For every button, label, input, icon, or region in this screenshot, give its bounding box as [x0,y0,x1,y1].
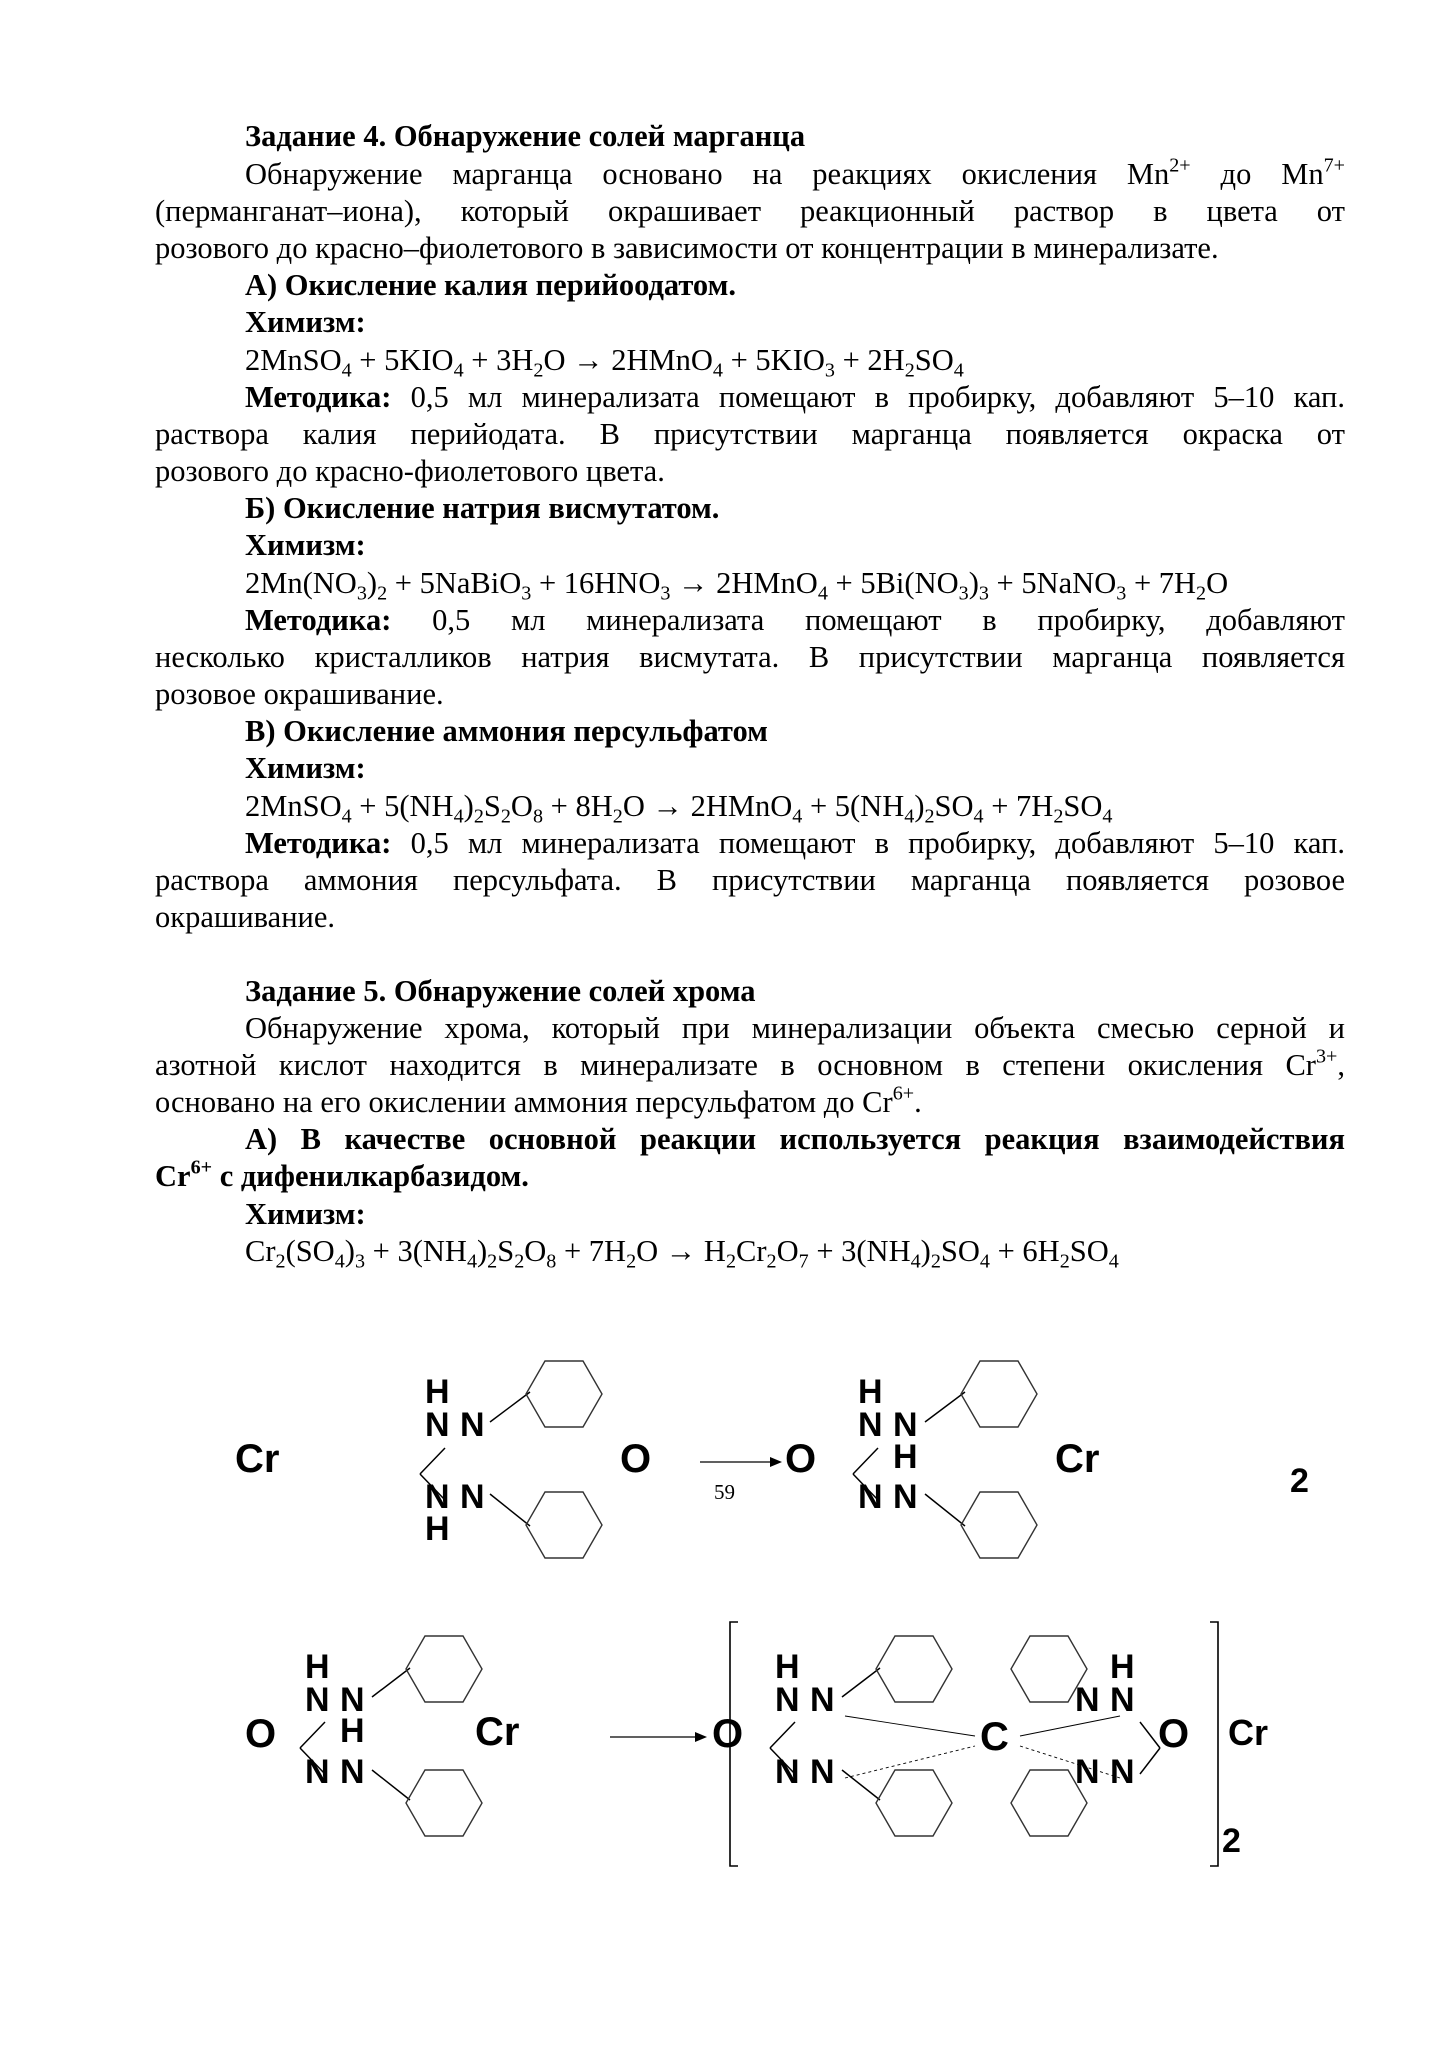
equation-subscript: 3 [521,582,532,605]
equation-subscript: 4 [453,805,464,828]
task5-a-heading-line-1: А) В качестве основной реакции используется реакция взаимодействия [245,1122,1345,1156]
phenyl-ring [961,1361,1037,1427]
equation-term: Cr [245,1234,276,1268]
equation-term: (SO [285,1234,335,1268]
equation-subscript: 4 [341,359,352,382]
scheme-reactant-label: Cr [235,1437,280,1481]
equation-subscript: 8 [546,1250,557,1273]
equation-term: + 5(NH [802,789,905,823]
phenyl-ring [406,1636,482,1702]
task4-c-method-line-3: окрашивание. [155,900,336,934]
equation-subscript: 2 [904,359,915,382]
scheme-product-label: Cr [1055,1437,1100,1481]
equation-term: + 5KIO [722,343,825,377]
svg-text:O: O [245,1712,277,1756]
equation-term: SO [940,1234,980,1268]
equation-term: ) [463,789,474,823]
equation-subscript: 4 [979,1250,990,1273]
scheme-row-1 [235,1361,1309,1558]
svg-text:H: H [425,1373,450,1411]
equation-subscript: 7 [798,1250,809,1273]
svg-text:N: N [775,1753,800,1791]
svg-text:H: H [893,1438,918,1476]
equation-subscript: 8 [532,805,544,828]
equation-subscript: 2 [930,1250,941,1273]
equation-subscript: 4 [341,805,352,828]
svg-text:N: N [460,1406,485,1444]
equation-term: + 5KIO [351,343,454,377]
task4-c-chem-label: Химизм: [245,751,366,785]
svg-text:N: N [1075,1681,1100,1719]
phenyl-ring [876,1770,952,1836]
equation-term: SO [914,343,954,377]
equation-term: SO [1069,1234,1109,1268]
scheme-row-2 [245,1622,1268,1866]
complex-coefficient: 2 [1222,1822,1241,1860]
equation-subscript: 2 [500,805,511,828]
equation-subscript: 2 [1053,805,1064,828]
diphenylcarbazide-structure [420,1361,602,1558]
svg-text:N: N [425,1406,450,1444]
svg-text:N: N [858,1406,883,1444]
phenyl-ring [406,1770,482,1836]
equation-term: + 5NaNO [988,566,1117,600]
equation-term: + 6H [989,1234,1060,1268]
svg-text:N: N [305,1681,330,1719]
svg-text:N: N [893,1478,918,1516]
svg-text:N: N [460,1478,485,1516]
equation-term: + 3(NH [808,1234,911,1268]
equation-term: + 3H [463,343,534,377]
svg-text:N: N [1110,1753,1135,1791]
task4-b-method-line-3: розовое окрашивание. [155,677,444,711]
equation-term: ) [920,1234,931,1268]
reaction-arrow-head [695,1732,707,1742]
svg-text:N: N [1075,1753,1100,1791]
scheme-reactant-label: Cr [475,1710,520,1754]
task4-b-method-line-2: несколько кристалликов натрия висмутата. В присутствии марганца появляется [155,640,1345,674]
equation-term: ) [914,789,925,823]
equation-subscript: 2 [766,1250,777,1273]
equation-subscript: 2 [725,1250,737,1273]
equation-term: + 5(NH [351,789,454,823]
svg-text:N: N [893,1406,918,1444]
equation-term: Cr [736,1234,767,1268]
svg-text:N: N [810,1753,835,1791]
task4-intro-line-1: Обнаружение марганца основано на реакциях окисления $Mn^{2+}$ до $Mn^{7+}$ [245,154,1345,191]
task4-b-heading: Б) Окисление натрия висмутатом. [245,491,720,525]
equation-subscript: 3 [660,582,671,605]
equation-term: O [1206,566,1229,600]
equation-subscript: 4 [712,359,723,382]
svg-text:N: N [775,1681,800,1719]
task5-a-heading-line-2: $Cr^{6+}$ с дифенилкарбазидом. [155,1156,529,1193]
equation-subscript: 3 [824,359,835,382]
task5-intro-line-1: Обнаружение хрома, который при минерализации объекта смесью серной и [245,1011,1345,1045]
diphenylcarbazone-structure [785,1361,1037,1558]
equation-term: S [497,1234,515,1268]
equation-term: O → 2HMnO [543,343,713,377]
svg-text:N: N [1110,1681,1135,1719]
equation-subscript: 2 [473,805,484,828]
svg-text:H: H [1110,1648,1135,1686]
task4-c-heading: В) Окисление аммония персульфатом [245,714,768,748]
equation-term: O [524,1234,547,1268]
task4-a-method-line-3: розового до красно-фиолетового цвета. [155,454,665,488]
svg-text:O: O [1158,1712,1190,1756]
svg-text:O: O [712,1712,744,1756]
equation-subscript: 4 [904,805,915,828]
task4-a-method-line-1: Методика: 0,5 мл минерализата помещают в пробирку, добавляют 5–10 кап. [245,380,1345,414]
equation-term: O → H [636,1234,726,1268]
diphenylcarbazone-structure [245,1636,482,1836]
task4-intro-line-3: розового до красно–фиолетового в зависимости от концентрации в минерализате. [155,231,1219,265]
task4-c-method-line-2: раствора аммония персульфата. В присутствии марганца появляется розовое [155,863,1345,897]
scheme-reactant-label: O [620,1437,652,1481]
equation-term: ) [477,1234,488,1268]
equation-term: SO [1063,789,1103,823]
equation-term: + 7H [1126,566,1197,600]
equation-subscript: 2 [275,1250,286,1273]
task4-a-heading: А) Окисление калия перийоодатом. [245,268,736,302]
equation-subscript: 2 [487,1250,498,1273]
equation-term: O [510,789,533,823]
svg-text:N: N [305,1753,330,1791]
phenyl-ring [876,1636,952,1702]
equation-term: SO [934,789,974,823]
equation-subscript: 2 [924,805,935,828]
equation-subscript: 2 [533,359,544,382]
equation-term: → 2HMnO [670,566,818,600]
svg-text:N: N [340,1753,365,1791]
equation-term: S [483,789,501,823]
svg-text:C: C [980,1715,1009,1759]
equation-subscript: 3 [978,582,989,605]
task5-title: Задание 5. Обнаружение солей хрома [245,974,756,1008]
equation-subscript: 2 [514,1250,525,1273]
scheme-product-label: 2 [1290,1462,1309,1500]
equation-subscript: 4 [1108,1250,1119,1273]
svg-text:H: H [340,1712,365,1750]
equation-subscript: 4 [1102,805,1113,828]
equation-term: + 5Bi(NO [827,566,959,600]
equation-subscript: 2 [612,805,623,828]
equation-subscript: 3 [1116,582,1127,605]
equation-subscript: 4 [910,1250,921,1273]
phenyl-ring [526,1361,602,1427]
task4-intro-line-2: (перманганат–иона), который окрашивает реакционный раствор в цвета от [155,194,1345,228]
task5-intro-line-3: основано на его окислении аммония персульфатом до $Cr^{6+}$. [155,1082,922,1119]
svg-text:H: H [305,1648,330,1686]
equation-subscript: 3 [354,1250,366,1273]
equation-term: 2MnSO [245,343,342,377]
equation-term: + 7H [556,1234,627,1268]
equation-subscript: 2 [377,582,388,605]
reaction-arrow-head [770,1457,782,1467]
equation-term: + 3(NH [365,1234,467,1268]
equation-term: ) [344,1234,355,1268]
equation-term: ) [968,566,979,600]
equation-subscript: 4 [953,359,964,382]
equation-term: + 2H [834,343,905,377]
svg-text:H: H [858,1373,883,1411]
equation-term: O [776,1234,799,1268]
equation-term: 2MnSO [245,789,342,823]
page-number: 59 [714,1480,735,1504]
task5-intro-line-2: азотной кислот находится в минерализате в основном в степени окисления $Cr^{3+}$, [155,1045,1345,1082]
equation-subscript: 4 [453,359,464,382]
equation-term: O → 2HMnO [622,789,793,823]
equation-term: ) [366,566,378,600]
chromium-complex [712,1622,1241,1866]
equation-subscript: 4 [466,1250,477,1273]
svg-text:N: N [810,1681,835,1719]
task4-a-method-line-2: раствора калия перийодата. В присутствии марганца появляется окраска от [155,417,1345,451]
equation-subscript: 2 [1196,582,1207,605]
equation-subscript: 2 [626,1250,637,1273]
equation-subscript: 4 [792,805,803,828]
task4-title: Задание 4. Обнаружение солей марганца [245,119,806,153]
scheme-product-label: Cr [1228,1712,1269,1753]
task4-c-method-line-1: Методика: 0,5 мл минерализата помещают в пробирку, добавляют 5–10 кап. [245,826,1345,860]
svg-text:O: O [785,1437,817,1481]
svg-text:H: H [775,1648,800,1686]
equation-term: + 5NaBiO [387,566,522,600]
equation-subscript: 3 [356,582,367,605]
equation-subscript: 2 [1059,1250,1070,1273]
task5-a-chem-label: Химизм: [245,1197,366,1231]
bracket-right [1210,1622,1218,1866]
equation-subscript: 4 [817,582,828,605]
equation-term: + 7H [983,789,1054,823]
svg-text:N: N [858,1478,883,1516]
equation-term: + 8H [543,789,613,823]
svg-text:H: H [425,1510,450,1548]
equation-subscript: 3 [958,582,969,605]
task4-b-chem-label: Химизм: [245,528,366,562]
task4-a-chem-label: Химизм: [245,305,366,339]
equation-subscript: 4 [334,1250,345,1273]
svg-text:N: N [425,1478,450,1516]
equation-term: 2Mn(NO [245,566,357,600]
equation-term: + 16HNO [531,566,661,600]
task4-b-method-line-1: Методика: 0,5 мл минерализата помещают в пробирку, добавляют [245,603,1345,637]
equation-subscript: 4 [973,805,984,828]
svg-text:N: N [340,1681,365,1719]
